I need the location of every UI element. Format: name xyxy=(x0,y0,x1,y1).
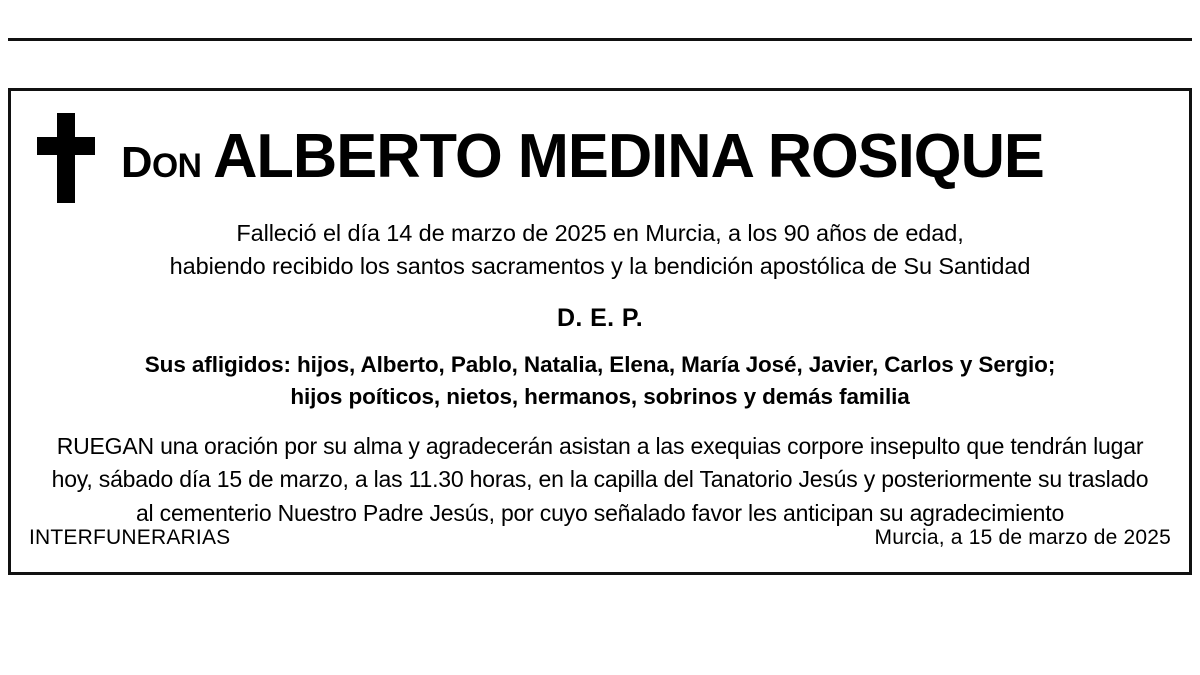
place-and-date: Murcia, a 15 de marzo de 2025 xyxy=(874,526,1171,549)
family-line-2: hijos poíticos, nietos, hermanos, sobrinos y demás familia xyxy=(290,384,910,410)
obituary-notice-box xyxy=(8,88,1192,575)
obituary-headline xyxy=(29,103,1171,211)
notice-footer xyxy=(29,526,1171,550)
top-divider-rule xyxy=(8,38,1192,41)
death-details xyxy=(29,217,1171,284)
death-line-2: habiendo recibido los santos sacramentos y la bendición apostólica de Su Santidad xyxy=(169,253,1031,280)
funeral-request-block xyxy=(29,430,1171,530)
deceased-name-block xyxy=(121,122,1044,191)
request-line-3: al cementerio Nuestro Padre Jesús, por cuyo señalado favor les anticipan su agradecimiento xyxy=(135,499,1065,526)
death-line-1: Falleció el día 14 de marzo de 2025 en Murcia, a los 90 años de edad, xyxy=(236,220,964,246)
deceased-name: ALBERTO MEDINA ROSIQUE xyxy=(213,122,1044,191)
family-block xyxy=(29,349,1171,414)
latin-cross-icon xyxy=(35,113,99,203)
honorific-label: DON xyxy=(121,138,202,187)
funeral-home-name: INTERFUNERARIAS xyxy=(29,526,231,549)
family-line-1: Sus afligidos: hijos, Alberto, Pablo, Natalia, Elena, María José, Javier, Carlos y Sergio; xyxy=(144,351,1056,377)
request-line-2: hoy, sábado día 15 de marzo, a las 11.30 horas, en la capilla del Tanatorio Jesús y posteriormente su traslado xyxy=(51,466,1149,493)
request-line-1: RUEGAN una oración por su alma y agradecerán asistan a las exequias corpore insepulto que tendrán lugar xyxy=(56,432,1144,459)
dep-label: D. E. P. xyxy=(556,303,644,332)
